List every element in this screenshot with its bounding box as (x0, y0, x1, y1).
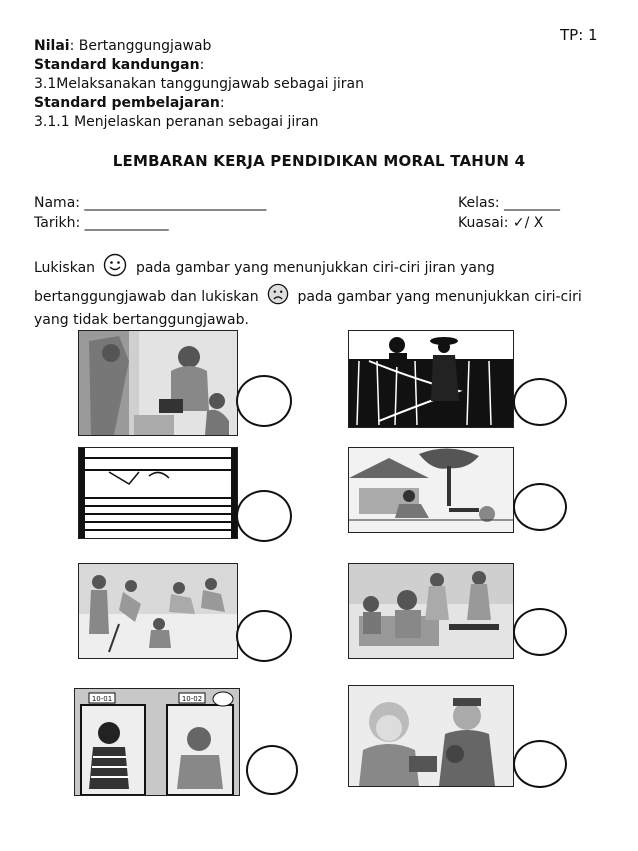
standard-pembelajaran-colon: : (219, 95, 225, 111)
house-number-left: 10-01 (91, 695, 113, 703)
standard-pembelajaran-value: 3.1.1 Menjelaskan peranan sebagai jiran (34, 114, 319, 130)
picture-neighbour-receiving-parcel (78, 330, 238, 436)
picture-neighbours-over-fence (348, 330, 514, 428)
picture-burglar-at-neighbour-house (74, 688, 240, 796)
nama-field[interactable]: Nama: __________________________ (34, 195, 267, 211)
answer-circle-7[interactable] (246, 745, 298, 795)
worksheet-title: LEMBARAN KERJA PENDIDIKAN MORAL TAHUN 4 (112, 152, 526, 170)
kelas-field[interactable]: Kelas: ________ (458, 195, 561, 211)
nilai-label: Nilai (34, 38, 70, 54)
picture-window-blinds (78, 447, 238, 539)
happy-face-icon (103, 253, 127, 283)
tp-label: TP: 1 (560, 26, 598, 44)
standard-kandungan-label: Standard kandungan (34, 57, 200, 73)
standard-kandungan-heading (34, 56, 204, 75)
instruction-part1: Lukiskan (34, 260, 96, 276)
answer-circle-3[interactable] (236, 490, 292, 542)
sad-face-icon (267, 283, 289, 311)
answer-circle-2[interactable] (513, 378, 567, 426)
house-number-right: 10-02 (181, 695, 203, 703)
answer-circle-4[interactable] (513, 483, 567, 531)
kuasai-field[interactable]: Kuasai: ✓/ X (458, 215, 544, 231)
picture-helping-elderly-neighbour (348, 685, 514, 787)
standard-kandungan-value: 3.1Melaksanakan tanggungjawab sebagai jiran (34, 76, 364, 92)
nilai-line (34, 37, 211, 56)
standard-kandungan-colon: : (199, 57, 205, 73)
picture-family-living-room (348, 563, 514, 659)
instruction-part3: pada gambar yang menunjukkan ciri-ciri yang tidak bertanggungjawab. (34, 289, 582, 328)
instruction-text (34, 253, 594, 330)
picture-garden-scene (348, 447, 514, 533)
picture-gotong-royong-cleaning (78, 563, 238, 659)
answer-circle-8[interactable] (513, 740, 567, 788)
answer-circle-6[interactable] (513, 608, 567, 656)
answer-circle-1[interactable] (236, 375, 292, 427)
instruction-part2: pada gambar yang menunjukkan ciri-ciri jiran yang bertanggungjawab dan lukiskan (34, 260, 495, 305)
answer-circle-5[interactable] (236, 610, 292, 662)
tarikh-field[interactable]: Tarikh: ____________ (34, 215, 169, 231)
nilai-value: : Bertanggungjawab (69, 38, 212, 54)
standard-pembelajaran-label: Standard pembelajaran (34, 95, 220, 111)
standard-pembelajaran-heading (34, 94, 225, 113)
